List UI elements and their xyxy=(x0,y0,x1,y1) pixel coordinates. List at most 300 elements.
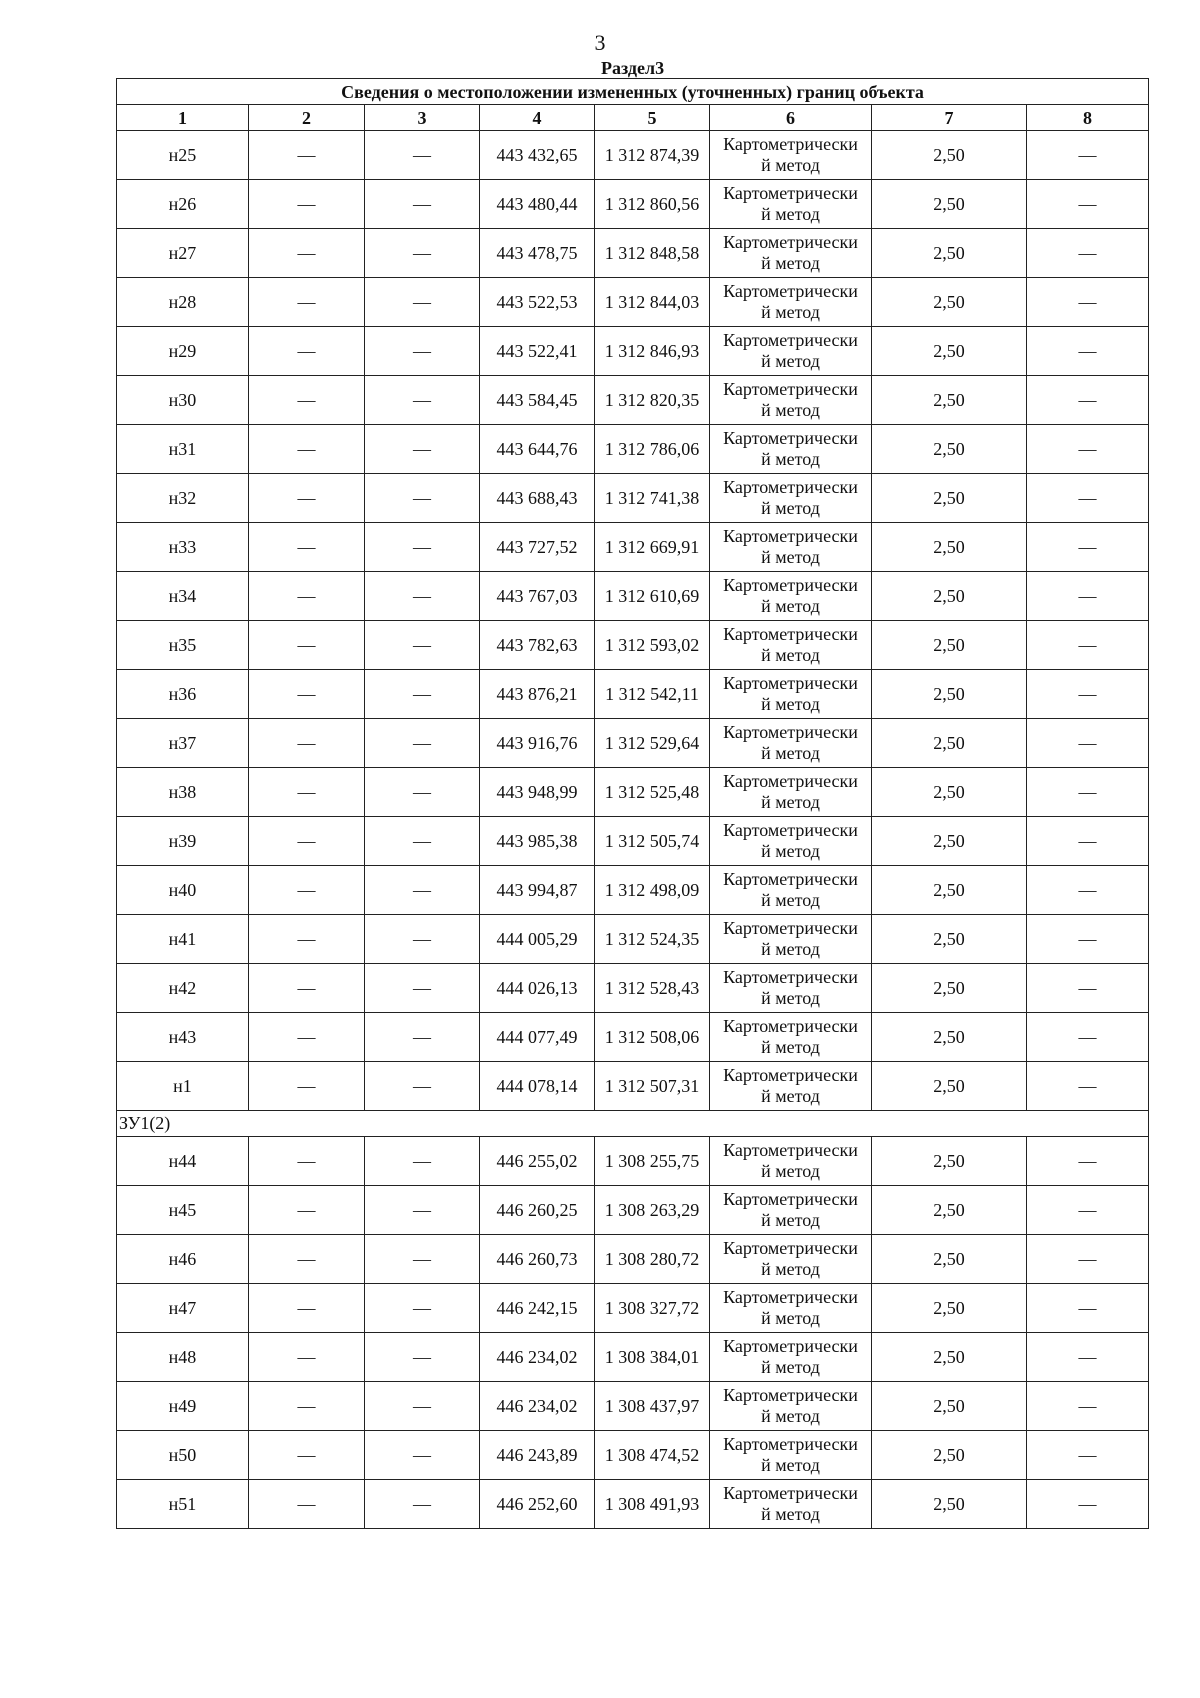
point-id-cell: н31 xyxy=(117,425,249,474)
method-cell xyxy=(710,327,872,376)
method-line-2: й метод xyxy=(761,400,820,420)
table-row xyxy=(117,572,1149,621)
x-coordinate-cell: 443 727,52 xyxy=(480,523,595,572)
column-8-cell: — xyxy=(1027,474,1149,523)
method-line-1: Картометрически xyxy=(723,330,858,350)
accuracy-cell: 2,50 xyxy=(872,1186,1027,1235)
method-line-2: й метод xyxy=(761,449,820,469)
accuracy-cell: 2,50 xyxy=(872,474,1027,523)
method-line-2: й метод xyxy=(761,841,820,861)
method-cell xyxy=(710,278,872,327)
point-id-cell: н50 xyxy=(117,1431,249,1480)
y-coordinate-cell: 1 308 491,93 xyxy=(595,1480,710,1529)
point-id-cell: н27 xyxy=(117,229,249,278)
table-row xyxy=(117,1062,1149,1111)
x-coordinate-cell: 443 916,76 xyxy=(480,719,595,768)
method-line-1: Картометрически xyxy=(723,1434,858,1454)
accuracy-cell: 2,50 xyxy=(872,278,1027,327)
method-cell xyxy=(710,229,872,278)
y-coordinate-cell: 1 312 498,09 xyxy=(595,866,710,915)
x-coordinate-cell: 446 234,02 xyxy=(480,1382,595,1431)
y-coordinate-cell: 1 308 255,75 xyxy=(595,1137,710,1186)
accuracy-cell: 2,50 xyxy=(872,180,1027,229)
column-2-cell: — xyxy=(249,376,365,425)
y-coordinate-cell: 1 308 327,72 xyxy=(595,1284,710,1333)
y-coordinate-cell: 1 308 437,97 xyxy=(595,1382,710,1431)
column-3-cell: — xyxy=(365,425,480,474)
y-coordinate-cell: 1 312 505,74 xyxy=(595,817,710,866)
table-row xyxy=(117,376,1149,425)
column-8-cell: — xyxy=(1027,1235,1149,1284)
method-cell xyxy=(710,866,872,915)
method-line-1: Картометрически xyxy=(723,428,858,448)
y-coordinate-cell: 1 312 508,06 xyxy=(595,1013,710,1062)
method-line-2: й метод xyxy=(761,547,820,567)
method-line-1: Картометрически xyxy=(723,1385,858,1405)
point-id-cell: н37 xyxy=(117,719,249,768)
point-id-cell: н26 xyxy=(117,180,249,229)
table-title-row xyxy=(117,79,1149,105)
method-line-2: й метод xyxy=(761,939,820,959)
accuracy-cell: 2,50 xyxy=(872,1062,1027,1111)
method-line-2: й метод xyxy=(761,743,820,763)
table-row xyxy=(117,915,1149,964)
y-coordinate-cell: 1 312 593,02 xyxy=(595,621,710,670)
method-line-1: Картометрически xyxy=(723,134,858,154)
table-row xyxy=(117,229,1149,278)
column-number: 5 xyxy=(595,105,710,131)
column-3-cell: — xyxy=(365,1186,480,1235)
method-line-1: Картометрически xyxy=(723,1287,858,1307)
method-line-2: й метод xyxy=(761,1259,820,1279)
column-3-cell: — xyxy=(365,1284,480,1333)
method-line-2: й метод xyxy=(761,204,820,224)
method-line-1: Картометрически xyxy=(723,379,858,399)
y-coordinate-cell: 1 308 384,01 xyxy=(595,1333,710,1382)
column-2-cell: — xyxy=(249,1137,365,1186)
y-coordinate-cell: 1 312 820,35 xyxy=(595,376,710,425)
method-cell xyxy=(710,1284,872,1333)
method-line-1: Картометрически xyxy=(723,918,858,938)
column-2-cell: — xyxy=(249,670,365,719)
table-row xyxy=(117,523,1149,572)
column-number: 2 xyxy=(249,105,365,131)
point-id-cell: н1 xyxy=(117,1062,249,1111)
table-row xyxy=(117,1480,1149,1529)
column-2-cell: — xyxy=(249,1480,365,1529)
column-3-cell: — xyxy=(365,278,480,327)
method-cell xyxy=(710,474,872,523)
column-2-cell: — xyxy=(249,572,365,621)
method-line-1: Картометрически xyxy=(723,869,858,889)
y-coordinate-cell: 1 312 848,58 xyxy=(595,229,710,278)
column-8-cell: — xyxy=(1027,1431,1149,1480)
table-row xyxy=(117,1333,1149,1382)
method-cell xyxy=(710,1382,872,1431)
method-cell xyxy=(710,670,872,719)
y-coordinate-cell: 1 312 528,43 xyxy=(595,964,710,1013)
table-row xyxy=(117,180,1149,229)
column-2-cell: — xyxy=(249,180,365,229)
method-line-1: Картометрически xyxy=(723,1016,858,1036)
column-3-cell: — xyxy=(365,474,480,523)
table-row xyxy=(117,719,1149,768)
y-coordinate-cell: 1 308 474,52 xyxy=(595,1431,710,1480)
method-cell xyxy=(710,376,872,425)
method-line-2: й метод xyxy=(761,1357,820,1377)
column-8-cell: — xyxy=(1027,719,1149,768)
x-coordinate-cell: 443 480,44 xyxy=(480,180,595,229)
column-2-cell: — xyxy=(249,523,365,572)
x-coordinate-cell: 443 584,45 xyxy=(480,376,595,425)
y-coordinate-cell: 1 312 874,39 xyxy=(595,131,710,180)
method-line-2: й метод xyxy=(761,890,820,910)
method-line-2: й метод xyxy=(761,792,820,812)
point-id-cell: н40 xyxy=(117,866,249,915)
group-label-row xyxy=(117,1111,1149,1137)
x-coordinate-cell: 443 994,87 xyxy=(480,866,595,915)
column-2-cell: — xyxy=(249,425,365,474)
column-8-cell: — xyxy=(1027,670,1149,719)
section-title: Раздел3 xyxy=(601,58,665,78)
column-8-cell: — xyxy=(1027,964,1149,1013)
accuracy-cell: 2,50 xyxy=(872,1284,1027,1333)
point-id-cell: н29 xyxy=(117,327,249,376)
accuracy-cell: 2,50 xyxy=(872,1480,1027,1529)
x-coordinate-cell: 443 644,76 xyxy=(480,425,595,474)
x-coordinate-cell: 444 077,49 xyxy=(480,1013,595,1062)
column-2-cell: — xyxy=(249,1186,365,1235)
column-2-cell: — xyxy=(249,719,365,768)
y-coordinate-cell: 1 312 529,64 xyxy=(595,719,710,768)
column-8-cell: — xyxy=(1027,1137,1149,1186)
column-8-cell: — xyxy=(1027,327,1149,376)
column-3-cell: — xyxy=(365,817,480,866)
table-row xyxy=(117,670,1149,719)
column-8-cell: — xyxy=(1027,229,1149,278)
column-8-cell: — xyxy=(1027,131,1149,180)
method-cell xyxy=(710,131,872,180)
accuracy-cell: 2,50 xyxy=(872,915,1027,964)
column-8-cell: — xyxy=(1027,866,1149,915)
column-3-cell: — xyxy=(365,1137,480,1186)
column-3-cell: — xyxy=(365,964,480,1013)
method-line-2: й метод xyxy=(761,1504,820,1524)
accuracy-cell: 2,50 xyxy=(872,523,1027,572)
section-heading-row xyxy=(117,58,1149,79)
x-coordinate-cell: 443 948,99 xyxy=(480,768,595,817)
method-line-1: Картометрически xyxy=(723,232,858,252)
column-2-cell: — xyxy=(249,1062,365,1111)
method-line-2: й метод xyxy=(761,596,820,616)
method-line-2: й метод xyxy=(761,253,820,273)
x-coordinate-cell: 446 260,73 xyxy=(480,1235,595,1284)
column-3-cell: — xyxy=(365,866,480,915)
method-line-1: Картометрически xyxy=(723,820,858,840)
column-8-cell: — xyxy=(1027,572,1149,621)
point-id-cell: н33 xyxy=(117,523,249,572)
table-row xyxy=(117,1186,1149,1235)
x-coordinate-cell: 446 260,25 xyxy=(480,1186,595,1235)
method-line-2: й метод xyxy=(761,1406,820,1426)
column-2-cell: — xyxy=(249,229,365,278)
method-line-1: Картометрически xyxy=(723,1483,858,1503)
method-line-1: Картометрически xyxy=(723,1336,858,1356)
x-coordinate-cell: 443 522,41 xyxy=(480,327,595,376)
column-3-cell: — xyxy=(365,180,480,229)
x-coordinate-cell: 443 782,63 xyxy=(480,621,595,670)
column-2-cell: — xyxy=(249,964,365,1013)
method-cell xyxy=(710,425,872,474)
column-8-cell: — xyxy=(1027,376,1149,425)
method-cell xyxy=(710,1431,872,1480)
point-id-cell: н30 xyxy=(117,376,249,425)
y-coordinate-cell: 1 312 525,48 xyxy=(595,768,710,817)
column-number: 3 xyxy=(365,105,480,131)
method-cell xyxy=(710,1480,872,1529)
method-cell xyxy=(710,1137,872,1186)
accuracy-cell: 2,50 xyxy=(872,572,1027,621)
method-line-1: Картометрически xyxy=(723,1238,858,1258)
y-coordinate-cell: 1 312 507,31 xyxy=(595,1062,710,1111)
method-line-1: Картометрически xyxy=(723,1140,858,1160)
method-line-2: й метод xyxy=(761,1086,820,1106)
point-id-cell: н42 xyxy=(117,964,249,1013)
column-8-cell: — xyxy=(1027,523,1149,572)
table-row xyxy=(117,1013,1149,1062)
point-id-cell: н38 xyxy=(117,768,249,817)
column-3-cell: — xyxy=(365,572,480,621)
accuracy-cell: 2,50 xyxy=(872,1137,1027,1186)
accuracy-cell: 2,50 xyxy=(872,131,1027,180)
column-2-cell: — xyxy=(249,1431,365,1480)
column-3-cell: — xyxy=(365,1062,480,1111)
column-2-cell: — xyxy=(249,1333,365,1382)
column-8-cell: — xyxy=(1027,1480,1149,1529)
method-cell xyxy=(710,523,872,572)
method-cell xyxy=(710,964,872,1013)
column-8-cell: — xyxy=(1027,425,1149,474)
accuracy-cell: 2,50 xyxy=(872,719,1027,768)
column-number-row xyxy=(117,105,1149,131)
point-id-cell: н41 xyxy=(117,915,249,964)
column-8-cell: — xyxy=(1027,768,1149,817)
column-3-cell: — xyxy=(365,621,480,670)
method-cell xyxy=(710,768,872,817)
y-coordinate-cell: 1 308 280,72 xyxy=(595,1235,710,1284)
column-2-cell: — xyxy=(249,131,365,180)
accuracy-cell: 2,50 xyxy=(872,1235,1027,1284)
column-3-cell: — xyxy=(365,768,480,817)
column-3-cell: — xyxy=(365,1235,480,1284)
y-coordinate-cell: 1 312 860,56 xyxy=(595,180,710,229)
accuracy-cell: 2,50 xyxy=(872,327,1027,376)
y-coordinate-cell: 1 312 844,03 xyxy=(595,278,710,327)
column-3-cell: — xyxy=(365,915,480,964)
column-2-cell: — xyxy=(249,278,365,327)
method-line-2: й метод xyxy=(761,1308,820,1328)
column-3-cell: — xyxy=(365,1382,480,1431)
point-id-cell: н48 xyxy=(117,1333,249,1382)
column-2-cell: — xyxy=(249,1235,365,1284)
method-cell xyxy=(710,1186,872,1235)
method-line-2: й метод xyxy=(761,498,820,518)
group-label: ЗУ1(2) xyxy=(117,1111,1149,1137)
accuracy-cell: 2,50 xyxy=(872,425,1027,474)
column-8-cell: — xyxy=(1027,1284,1149,1333)
x-coordinate-cell: 444 078,14 xyxy=(480,1062,595,1111)
point-id-cell: н28 xyxy=(117,278,249,327)
column-8-cell: — xyxy=(1027,1013,1149,1062)
method-line-2: й метод xyxy=(761,988,820,1008)
column-8-cell: — xyxy=(1027,1062,1149,1111)
x-coordinate-cell: 443 478,75 xyxy=(480,229,595,278)
column-3-cell: — xyxy=(365,523,480,572)
column-8-cell: — xyxy=(1027,278,1149,327)
point-id-cell: н43 xyxy=(117,1013,249,1062)
x-coordinate-cell: 446 242,15 xyxy=(480,1284,595,1333)
column-2-cell: — xyxy=(249,474,365,523)
x-coordinate-cell: 443 876,21 xyxy=(480,670,595,719)
point-id-cell: н46 xyxy=(117,1235,249,1284)
method-cell xyxy=(710,180,872,229)
column-number: 7 xyxy=(872,105,1027,131)
method-cell xyxy=(710,719,872,768)
table-row xyxy=(117,327,1149,376)
method-line-2: й метод xyxy=(761,1210,820,1230)
column-8-cell: — xyxy=(1027,1333,1149,1382)
column-8-cell: — xyxy=(1027,621,1149,670)
x-coordinate-cell: 443 688,43 xyxy=(480,474,595,523)
column-8-cell: — xyxy=(1027,817,1149,866)
method-line-1: Картометрически xyxy=(723,722,858,742)
table-row xyxy=(117,964,1149,1013)
method-line-1: Картометрически xyxy=(723,967,858,987)
method-line-2: й метод xyxy=(761,1161,820,1181)
method-line-1: Картометрически xyxy=(723,575,858,595)
table-title: Сведения о местоположении измененных (уточненных) границ объекта xyxy=(117,79,1149,105)
method-line-1: Картометрически xyxy=(723,1189,858,1209)
method-cell xyxy=(710,817,872,866)
table-row xyxy=(117,278,1149,327)
column-number: 8 xyxy=(1027,105,1149,131)
y-coordinate-cell: 1 308 263,29 xyxy=(595,1186,710,1235)
accuracy-cell: 2,50 xyxy=(872,964,1027,1013)
column-3-cell: — xyxy=(365,229,480,278)
boundary-coordinates-table xyxy=(116,58,1149,1529)
point-id-cell: н32 xyxy=(117,474,249,523)
column-2-cell: — xyxy=(249,327,365,376)
method-line-2: й метод xyxy=(761,645,820,665)
accuracy-cell: 2,50 xyxy=(872,1382,1027,1431)
column-2-cell: — xyxy=(249,1013,365,1062)
column-3-cell: — xyxy=(365,376,480,425)
method-line-1: Картометрически xyxy=(723,477,858,497)
table-row xyxy=(117,1431,1149,1480)
method-cell xyxy=(710,1013,872,1062)
method-line-1: Картометрически xyxy=(723,281,858,301)
method-line-1: Картометрически xyxy=(723,624,858,644)
column-8-cell: — xyxy=(1027,915,1149,964)
column-2-cell: — xyxy=(249,768,365,817)
method-line-1: Картометрически xyxy=(723,673,858,693)
point-id-cell: н51 xyxy=(117,1480,249,1529)
method-cell xyxy=(710,572,872,621)
table-row xyxy=(117,1137,1149,1186)
method-line-1: Картометрически xyxy=(723,1065,858,1085)
point-id-cell: н45 xyxy=(117,1186,249,1235)
column-2-cell: — xyxy=(249,1284,365,1333)
table-row xyxy=(117,817,1149,866)
point-id-cell: н47 xyxy=(117,1284,249,1333)
accuracy-cell: 2,50 xyxy=(872,1013,1027,1062)
accuracy-cell: 2,50 xyxy=(872,1333,1027,1382)
x-coordinate-cell: 446 252,60 xyxy=(480,1480,595,1529)
x-coordinate-cell: 444 026,13 xyxy=(480,964,595,1013)
point-id-cell: н49 xyxy=(117,1382,249,1431)
column-3-cell: — xyxy=(365,670,480,719)
method-cell xyxy=(710,915,872,964)
method-cell xyxy=(710,1235,872,1284)
column-2-cell: — xyxy=(249,915,365,964)
table-row xyxy=(117,866,1149,915)
accuracy-cell: 2,50 xyxy=(872,817,1027,866)
y-coordinate-cell: 1 312 846,93 xyxy=(595,327,710,376)
column-2-cell: — xyxy=(249,621,365,670)
method-line-1: Картометрически xyxy=(723,771,858,791)
table-row xyxy=(117,621,1149,670)
column-8-cell: — xyxy=(1027,180,1149,229)
method-line-2: й метод xyxy=(761,694,820,714)
method-line-2: й метод xyxy=(761,155,820,175)
y-coordinate-cell: 1 312 542,11 xyxy=(595,670,710,719)
column-number: 6 xyxy=(710,105,872,131)
table-row xyxy=(117,474,1149,523)
column-number: 4 xyxy=(480,105,595,131)
method-cell xyxy=(710,1062,872,1111)
table-row xyxy=(117,1382,1149,1431)
column-number: 1 xyxy=(117,105,249,131)
point-id-cell: н39 xyxy=(117,817,249,866)
column-2-cell: — xyxy=(249,817,365,866)
accuracy-cell: 2,50 xyxy=(872,229,1027,278)
x-coordinate-cell: 443 432,65 xyxy=(480,131,595,180)
column-2-cell: — xyxy=(249,866,365,915)
y-coordinate-cell: 1 312 786,06 xyxy=(595,425,710,474)
column-8-cell: — xyxy=(1027,1382,1149,1431)
method-line-2: й метод xyxy=(761,302,820,322)
point-id-cell: н36 xyxy=(117,670,249,719)
column-3-cell: — xyxy=(365,1480,480,1529)
page-number: 3 xyxy=(594,30,606,55)
column-3-cell: — xyxy=(365,327,480,376)
x-coordinate-cell: 446 243,89 xyxy=(480,1431,595,1480)
x-coordinate-cell: 444 005,29 xyxy=(480,915,595,964)
y-coordinate-cell: 1 312 524,35 xyxy=(595,915,710,964)
accuracy-cell: 2,50 xyxy=(872,670,1027,719)
accuracy-cell: 2,50 xyxy=(872,768,1027,817)
method-line-1: Картометрически xyxy=(723,183,858,203)
point-id-cell: н44 xyxy=(117,1137,249,1186)
y-coordinate-cell: 1 312 669,91 xyxy=(595,523,710,572)
x-coordinate-cell: 446 255,02 xyxy=(480,1137,595,1186)
x-coordinate-cell: 446 234,02 xyxy=(480,1333,595,1382)
column-3-cell: — xyxy=(365,1013,480,1062)
point-id-cell: н34 xyxy=(117,572,249,621)
column-3-cell: — xyxy=(365,1333,480,1382)
method-line-2: й метод xyxy=(761,351,820,371)
method-cell xyxy=(710,621,872,670)
